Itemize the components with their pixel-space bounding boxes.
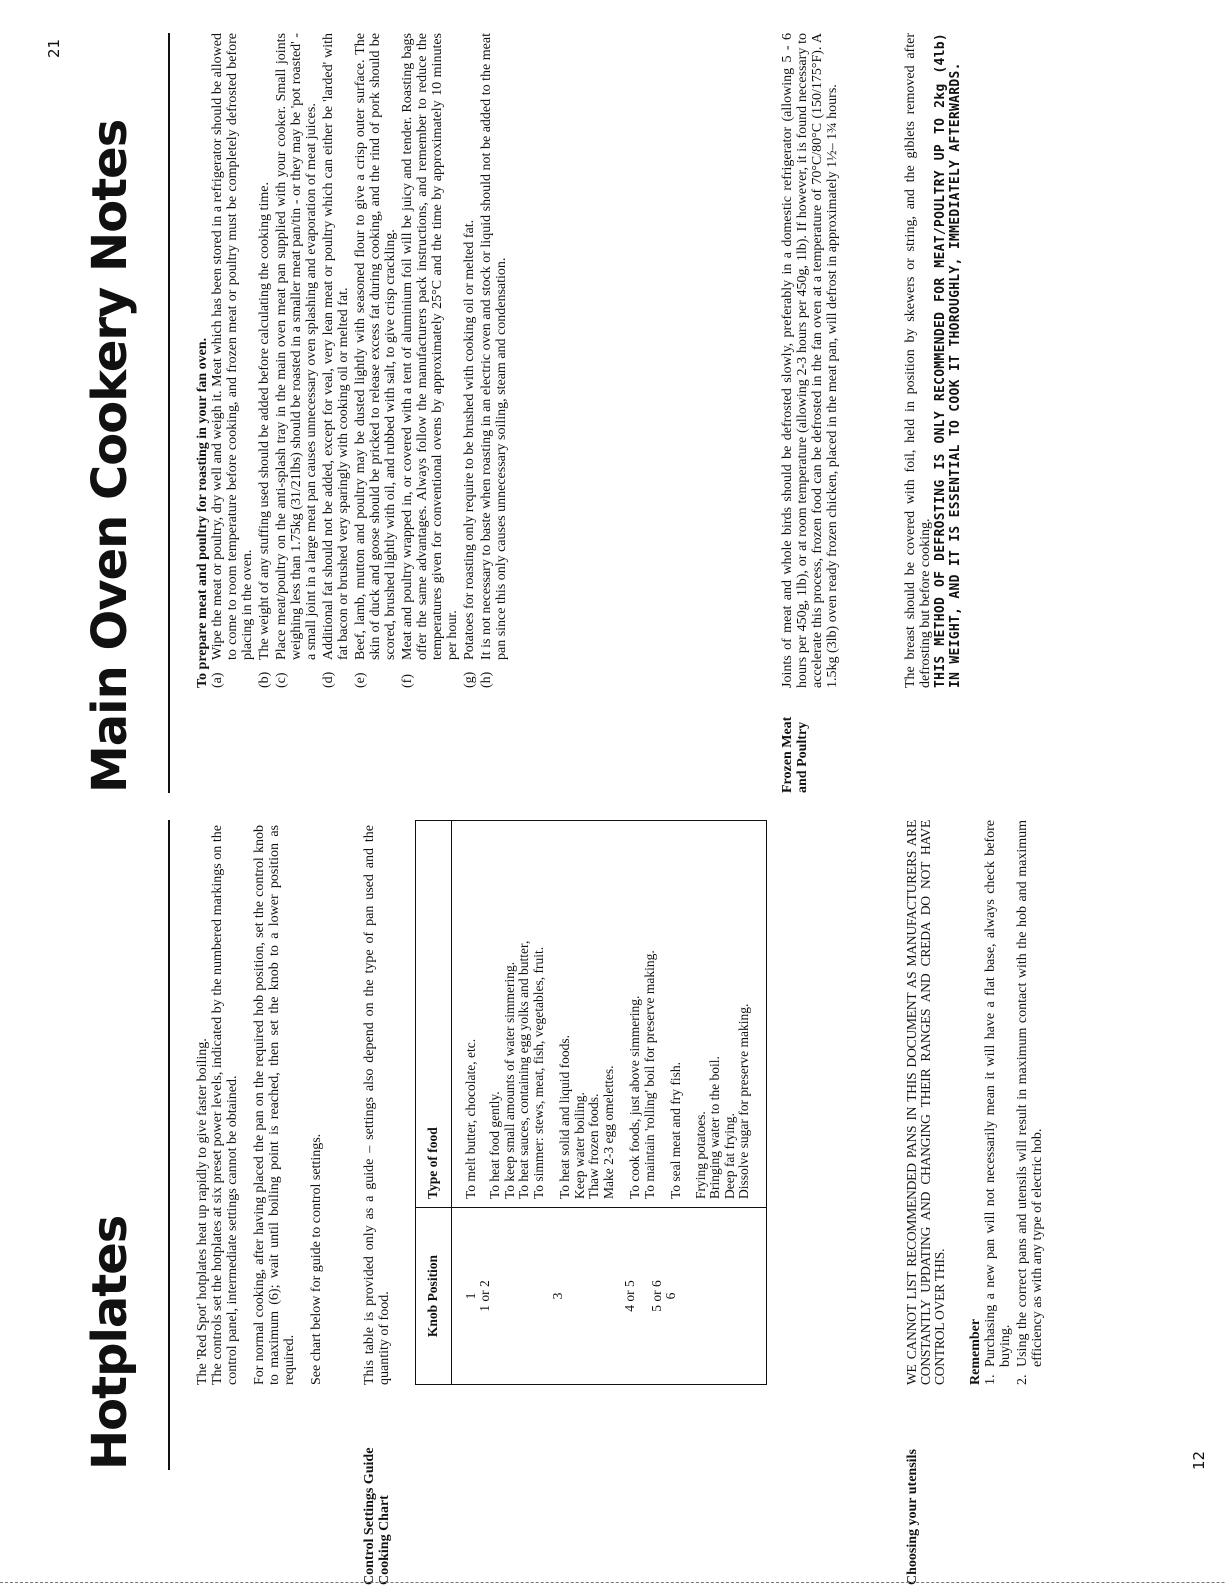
food-line: To simmer: stews, meat, fish, vegetables, fruit. [530,946,546,1199]
food-line: To cook foods, just above simmering. [627,995,642,1199]
chart-table [415,820,767,1385]
breast-block [903,33,963,688]
prep-title: To prepare meat and poultry for roasting in your fan oven. [195,337,210,688]
title-rule [168,33,170,793]
remember-block [968,820,1047,1385]
intro-para: The controls set the hotplates at six preset power levels, indicated by the numbered markings on the control panel, intermediate settings cannot be obtained. [210,825,240,1385]
food-line: Keep water boiling. [571,1092,587,1199]
remember-title: Remember [968,1318,983,1385]
remember-list [983,820,1045,1385]
food-cell [451,821,766,1208]
food-group [669,829,752,1199]
col-header-food: Type of food [416,821,452,1208]
list-item: (e) Beef, lamb, mutton and poultry may be dusted lightly with seasoned flour to give a crisp outer surface. The skin of duck and goose should be pricked to release excess fat during cooking, and the rind of pork should be scored, brushed lightly with oil, and rubbed with salt, to give crisp crackling. [353,33,398,688]
intro-para: For normal cooking, after having placed the pan on the required hob position, set the control knob to maximum (6); wait until boiling point is reached, then set the knob to a lower position as required. [252,825,297,1385]
food-group [464,829,547,1199]
food-line: To seal meat and fry fish. [668,1061,683,1199]
food-line: To melt butter, chocolate, etc. [462,1038,478,1199]
section-label-frozen: Frozen Meat and Poultry [780,716,810,793]
prep-block [195,33,511,688]
list-item: 1. Purchasing a new pan will not necessarily mean it will have a flat base, always check before buying. [983,820,1013,1385]
prep-list [210,33,509,688]
page-title-hotplates: Hotplates [82,1215,138,1470]
food-line: To heat food gently. [487,1091,502,1199]
intro-para: The 'Red Spot' hotplates heat up rapidly to give faster boiling. [195,1038,210,1385]
list-item: (h) It is not necessary to baste when roasting in an electric oven and stock or liquid should not be added to the meat pan since this only causes unnecessary soiling, steam and condensation. [479,33,509,688]
knob-cell [451,1208,766,1385]
left-page: Hotplates The 'Red Spot' hotplates heat up rapidly to give faster boiling. The controls set the hotplates at six preset power levels, indicated by the numbered markings on the control panel, intermediate settings cannot be obtained. For normal cooking, after having placed the pan on the required hob position, set the control knob to maximum (6); wait until boiling point is reached, then set the knob to a lower position as required. See chart below for guide to control settings. Control Settings Guide Cooking Chart This table is provided only as a guide – settings also depend on the type of pan used and the quantity of food. Knob Position Type of food 1 1 or 2 3 4 or 5 5 or 6 6 To melt butter, chocolate, etc. To heat food gently. To keep small amounts of water simmering. To heat sauces, containing egg yolks and butter, To simmer: stews, meat, fish, vegetables, fruit. To heat solid and liquid foods. Keep water boiling. Thaw frozen foods. Make 2-3 egg omelettes. To cook foods, just above simmering. To maintain 'rolling' boil for preserve making. To seal meat and fry fish. Frying potatoes. Bringing water to the boil. Deep fat frying. Dissolve sugar for preserve making. WE CANNOT LIST RECOMMENDED PANS IN THIS DOCUMENT AS MANUFACTURERS ARE CONSTANTLY UPDATING AND CHANGING THEIR RANGES AND CREDA DO NOT HAVE CONTROL OVER THIS. Choosing your utensils Remember 1. Purchasing a new pan will not necessarily mean it will have a flat base, always check before buying. 2. Using the correct pans and utensils will result in maximum contact with the hob and maximum efficiency as with any type of electric hob. 12 [82,820,1208,1585]
knob-value: 6 [663,1292,678,1300]
knob-value: 1 or 2 [477,1280,492,1312]
food-group [558,829,616,1199]
food-group [628,829,657,1199]
food-line: Thaw frozen foods. [586,1093,601,1199]
breast-text: The breast should be covered with foil, held in position by skewers or string, and the giblets removed after defrosting but before cooking. [903,33,933,688]
food-line: To maintain 'rolling' boil for preserve making. [641,950,657,1199]
knob-group [650,1216,679,1376]
food-line: Make 2-3 egg omelettes. [600,1065,616,1199]
list-item: (d) Additional fat should not be added, except for veal, very lean meat or poultry which can either be 'larded' with fat bacon or brushed very sparingly with cooking oil or melted fat. [321,33,351,688]
food-line: Dissolve sugar for preserve making. [736,1003,751,1199]
frozen-text: Joints of meat and whole birds should be defrosted slowly, preferably in a domestic refrigerator (allowing 5 - 6 hours per 450g, 1lb), or at room temperature (allowing 2-3 hours per 450g, 1lb). If however, it is found necessary to accelerate this process, frozen food can be defrosted in the fan oven at a temperature of 70°C/80°C (150/175°F). A 1.5kg (3lb) oven ready frozen chicken, placed in the meat pan, will defrost in approximately 1½– 1¾ hours. [780,33,840,688]
knob-group [551,1216,566,1376]
knob-value: 4 or 5 [622,1280,637,1312]
page-number: 21 [45,38,63,58]
knob-group [623,1216,638,1376]
pans-warning: WE CANNOT LIST RECOMMENDED PANS IN THIS DOCUMENT AS MANUFACTURERS ARE CONSTANTLY UPDATING AND CHANGING THEIR RANGES AND CREDA DO NOT HAVE CONTROL OVER THIS. [904,820,947,1385]
food-line: To heat solid and liquid foods. [557,1034,572,1199]
list-item: (a) Wipe the meat or poultry, dry well and weigh it. Meat which has been stored in a refrigerator should be allowed to come to room temperature before cooking, and frozen meat or poultry must be completely defrosted before placing in the oven. [210,33,255,688]
defrost-warning: THIS METHOD OF DEFROSTING IS ONLY RECOMMENDED FOR MEAT/POULTRY UP TO 2kg (4lb) IN WEIGHT, AND IT IS ESSENTIAL TO COOK IT THOROUGHLY, IMMEDIATELY AFTERWARDS. [933,33,963,688]
col-header-knob: Knob Position [416,1208,452,1385]
cooking-chart [415,820,767,1385]
knob-value: 5 or 6 [648,1280,664,1312]
section-label-utensils: Choosing your utensils [905,1449,920,1585]
food-line: To keep small amounts of water simmering. [501,961,517,1199]
list-item: (g) Potatoes for roasting only require to be brushed with cooking oil or melted fat. [462,219,477,688]
scan-edge-line [0,1582,1225,1583]
food-line: Bringing water to the boil. [707,1056,722,1199]
table-row [451,821,766,1385]
list-item: (c) Place meat/poultry on the anti-splash tray in the main oven meat pan supplied with your cooker. Small joints weighing less than 1.75kg (31/21lbs) should be roasted in a smaller meat pan/tin - or they may be 'pot roasted' - a small joint in a large meat pan causes unnecessary oven splashing and evaporation of meat juices. [274,33,319,688]
title-rule [168,820,170,1470]
knob-value: 1 [462,1292,478,1300]
knob-group [464,1216,493,1376]
food-line: Deep fat frying. [721,1113,737,1199]
page-title-main-oven: Main Oven Cookery Notes [82,119,138,793]
list-item: (b) The weight of any stuffing used should be added before calculating the cooking time. [257,182,272,688]
food-line: To heat sauces, containing egg yolks and butter, [516,940,531,1199]
list-item: (f) Meat and poultry wrapped in, or covered with a tent of aluminium foil will be juicy and tender. Roasting bags offer the same advantages. Always follow the manufacturers pack instructions, and remember to reduce the temperatures given for conventional ovens by approximately 25°C and the time by approximately 10 minutes per hour. [400,33,460,688]
page-number: 12 [1190,1450,1208,1470]
guide-note: This table is provided only as a guide – settings also depend on the type of pan used and the quantity of food. [362,825,392,1385]
list-item: 2. Using the correct pans and utensils will result in maximum contact with the hob and maximum efficiency as with any type of electric hob. [1015,820,1045,1385]
intro-para: See chart below for guide to control settings. [309,1133,324,1385]
hotplates-intro [195,825,336,1385]
food-line: Frying potatoes. [692,1111,708,1199]
knob-value: 3 [549,1292,565,1300]
